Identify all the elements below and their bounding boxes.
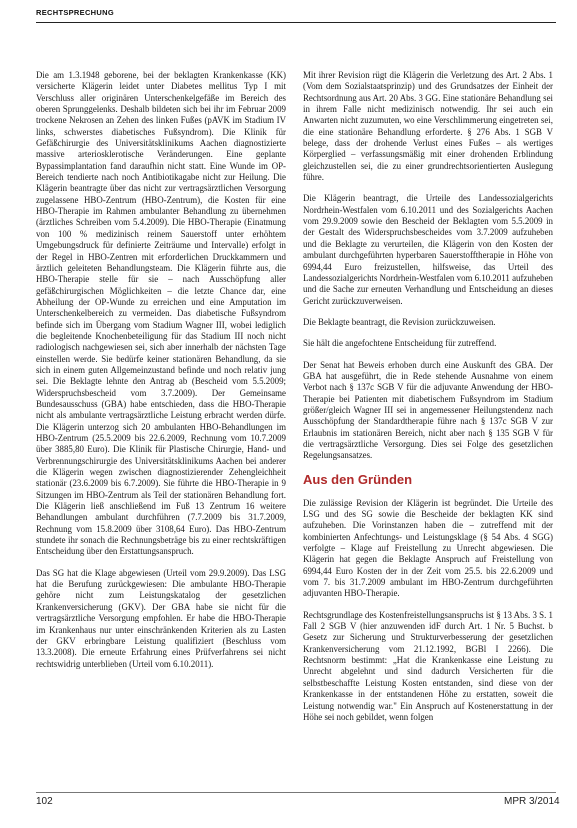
- footer-divider: [36, 792, 556, 793]
- legal-basis-paragraph: Rechtsgrundlage des Kostenfreistellungsanspruchs ist § 13 Abs. 3 S. 1 Fall 2 SGB V (hier anzuwenden idF durch Art. 1 Nr. 5 Buchst. b Gesetz zur Sicherung und Strukturverbesserung der gesetzlichen Krankenversicherung vom 21.12.1992, BGBl I 2266). Die Rechtsnorm bestimmt: „Hat die Krankenkasse eine Leistung zu Unrecht abgelehnt und sind dadurch Versicherten für die selbstbeschaffte Leistung Kosten entstanden, sind diese von der Krankenkasse in der entstandenen Höhe zu erstatten, soweit die Leistung notwendig war." Ein Anspruch auf Kostenerstattung in der Höhe sei noch gebildet, wenn folgen: [303, 609, 553, 722]
- evidence-paragraph: Der Senat hat Beweis erhoben durch eine Auskunft des GBA. Der GBA hat ausgeführt, die in Rede stehende Ausnahme von einem Verbot nach § 137c SGB V für die adjuvante Anwendung der HBO-Therapie bei Patienten mit diabetischem Fußsyndrom im Stadium größer/gleich Wagner III sei in angemessener Heilungstendenz nach Ausschöpfung der Standardtherapie führe nach § 137c SGB V zur Erlaubnis im stationären Bereich, nicht aber nach § 135 SGB V für die vertragsärztliche Versorgung. Dies sei Folge des gesetzlichen Regelungsansatzes.: [303, 359, 553, 461]
- facts-paragraph: Die am 1.3.1948 geborene, bei der beklagten Krankenkasse (KK) versicherte Klägerin leidet unter Diabetes mellitus Typ I mit Verschluss aller originären Unterschenkelgefäße im Bereich des oberen Sprunggelenks. Deshalb bildeten sich bei ihr im Februar 2009 trockene Nekrosen an Zehen des linken Fußes (pAVK im Stadium IV links, schwerstes diabetisches Fußsyndrom). Die Klinik für Gefäßchirurgie des Universitätsklinikums Aachen diagnostizierte massive arteriosklerotische Veränderungen. Eine geplante Bypassimplantation fand daraufhin nicht statt. Eine Wunde im OP-Bereich tendierte nach noch Antibiotikagabe nicht zur Heilung. Die Klägerin beantragte über das nicht zur vertragsärztlichen Versorgung zugelassene HBO-Zentrum (HBO-Zentrum), die Kosten für eine HBO-Therapie im Rahmen ambulanter Behandlung zu übernehmen (ärztliches Schreiben vom 5.4.2009). Die HBO-Therapie (Einatmung von 100 % medizinisch reinem Sauerstoff unter erhöhtem Umgebungsdruck für definierte Zeiträume und Intervalle) erfolgt in der Regel in HBO-Zentren mit erforderlichen Druckkammern und ärztlich geleiteten Behandlungsteam. Die Klägerin führte aus, die HBO-Therapie stelle für sie – nach Ausschöpfung aller gefäßchirurgischen Möglichkeiten – die letzte Chance dar, eine Abheilung der OP-Wunde zu erreichen und eine Amputation im Unterschenkelbereich zu vermeiden. Das diabetische Fußsyndrom befinde sich im Übergang vom Stadium Wagner III, wobei lediglich die begleitende Knochenbeteiligung für das Stadium III noch nicht radiologisch nachgewiesen sei, sich aber innerhalb der nächsten Tage einstellen werde. Sie bedürfe keiner stationären Behandlung, da sie sich in einem guten Allgemeinzustand befinde und noch relativ jung sei. Die Beklagte lehnte den Antrag ab (Bescheid vom 5.5.2009; Widerspruchsbescheid vom 3.7.2009). Der Gemeinsame Bundesausschuss (GBA) habe entschieden, dass die HBO-Therapie nicht als ambulante vertragsärztliche Leistung erbracht werden dürfe. Die Klägerin unterzog sich 20 ambulanten HBO-Behandlungen im HBO-Zentrum (25.5.2009 bis 22.6.2009, Rechnung vom 10.7.2009 über 3885,80 Euro). Die Klinik für Plastische Chirurgie, Hand- und Verbrennungschirurgie des Universitätsklinikums Aachen bei anderer die Klägerin wegen zwischen diagnostizierender Zehengleichheit stationär (23.6.2009 bis 6.7.2009). Sie führte die HBO-Therapie in 9 Sitzungen im HBO-Zentrum als Teil der stationären Behandlung fort. Die Klägerin ließ anschließend im Fuß 13 Zentrum 16 weitere Behandlungen ambulant durchführen (7.7.2009 bis 31.7.2009, Rechnung vom 15.8.2009 über 3108,64 Euro). Das HBO-Zentrum stundete ihr sonach die Rechnungsbeträge bis zu einer rechtskräftigen Entscheidung über den Erstattungsanspruch.: [36, 70, 286, 557]
- lower-court-paragraph: Das SG hat die Klage abgewiesen (Urteil vom 29.9.2009). Das LSG hat die Berufung zurückgewiesen: Die ambulante HBO-Therapie gehöre nicht zum Leistungskatalog der gesetzlichen Krankenversicherung (GKV). Der GBA habe sie nicht für die vertragsärztliche Versorgung empfohlen. Er habe die HBO-Therapie im Krankenhaus nur unter einschränkenden Kriterien als zu Lasten der GKV erbringbare Leistung qualifiziert (Beschluss vom 13.3.2008). Die erneute Erfahrung eines Prüfverfahrens sei nicht rechtswidrig unterblieben (Urteil vom 6.10.2011).: [36, 567, 286, 669]
- left-column: [36, 70, 286, 680]
- header-divider: [36, 22, 556, 23]
- journal-issue: MPR 3/2014: [504, 796, 560, 807]
- defendant-position-paragraph: Sie hält die angefochtene Entscheidung für zutreffend.: [303, 338, 497, 349]
- reasoning-paragraph: Die zulässige Revision der Klägerin ist begründet. Die Urteile des LSG und des SG sowie die Bescheide der beklagten KK sind aufzuheben. Die Vorinstanzen haben die – zutreffend mit der kombinierten Anfechtungs- und Leistungsklage (§ 54 Abs. 4 SGG) verfolgte – Klage auf Freistellung zu Unrecht abgewiesen. Die Klägerin hat gegen die Beklagte Anspruch auf Freistellung von 6994,44 Euro Kosten der in der Zeit vom 25.5. bis 22.6.2009 und vom 7. bis 31.7.2009 ambulant im HBO-Zentrum durchgeführten adjuvanten HBO-Therapie.: [303, 497, 553, 599]
- section-header: RECHTSPRECHUNG: [36, 8, 114, 17]
- plaintiff-motion-paragraph: Die Klägerin beantragt, die Urteile des Landessozialgerichts Nordrhein-Westfalen vom 6.10.2011 und des Sozialgerichts Aachen vom 29.9.2009 sowie den Bescheid der Beklagten vom 5.5.2009 in der Gestalt des Widerspruchsbescheides vom 3.7.2009 aufzuheben und die Beklagte zu verurteilen, die Klägerin von den Kosten der ambulant durchgeführten hyperbaren Sauerstofftherapie in Höhe von 6994,44 Euro freizustellen, hilfsweise, das Urteil des Landessozialgerichts Nordrhein-Westfalen vom 6.10.2011 aufzuheben und die Sache zur erneuten Verhandlung und Entscheidung an dieses Gericht zurückzuverweisen.: [303, 193, 553, 306]
- defendant-motion-paragraph: Die Beklagte beantragt, die Revision zurückzuweisen.: [303, 316, 496, 327]
- section-heading: Aus den Gründen: [303, 471, 413, 487]
- revision-paragraph: Mit ihrer Revision rügt die Klägerin die Verletzung des Art. 2 Abs. 1 (Vom dem Sozialstaatsprinzip) und des Grundsatzes der Einheit der Rechtsordnung aus Art. 20 Abs. 3 GG. Eine stationäre Behandlung sei in ihrem Falle nicht medizinisch notwendig. Ihr sei auch ein Anwarten nicht zuzumuten, wo eine Verschlimmerung eingetreten sei, die eine stationäre Behandlung erforderte. § 276 Abs. 1 SGB V belege, dass der drohende Verlust eines Fußes – als wertiges Körperglied – verfassungsmäßig mit einer drohenden Erblindung gleichzustellen sei, die zu einer grundrechtsorientierten Auslegung führe.: [303, 70, 553, 183]
- right-column: [303, 70, 553, 733]
- page-number: 102: [36, 796, 53, 807]
